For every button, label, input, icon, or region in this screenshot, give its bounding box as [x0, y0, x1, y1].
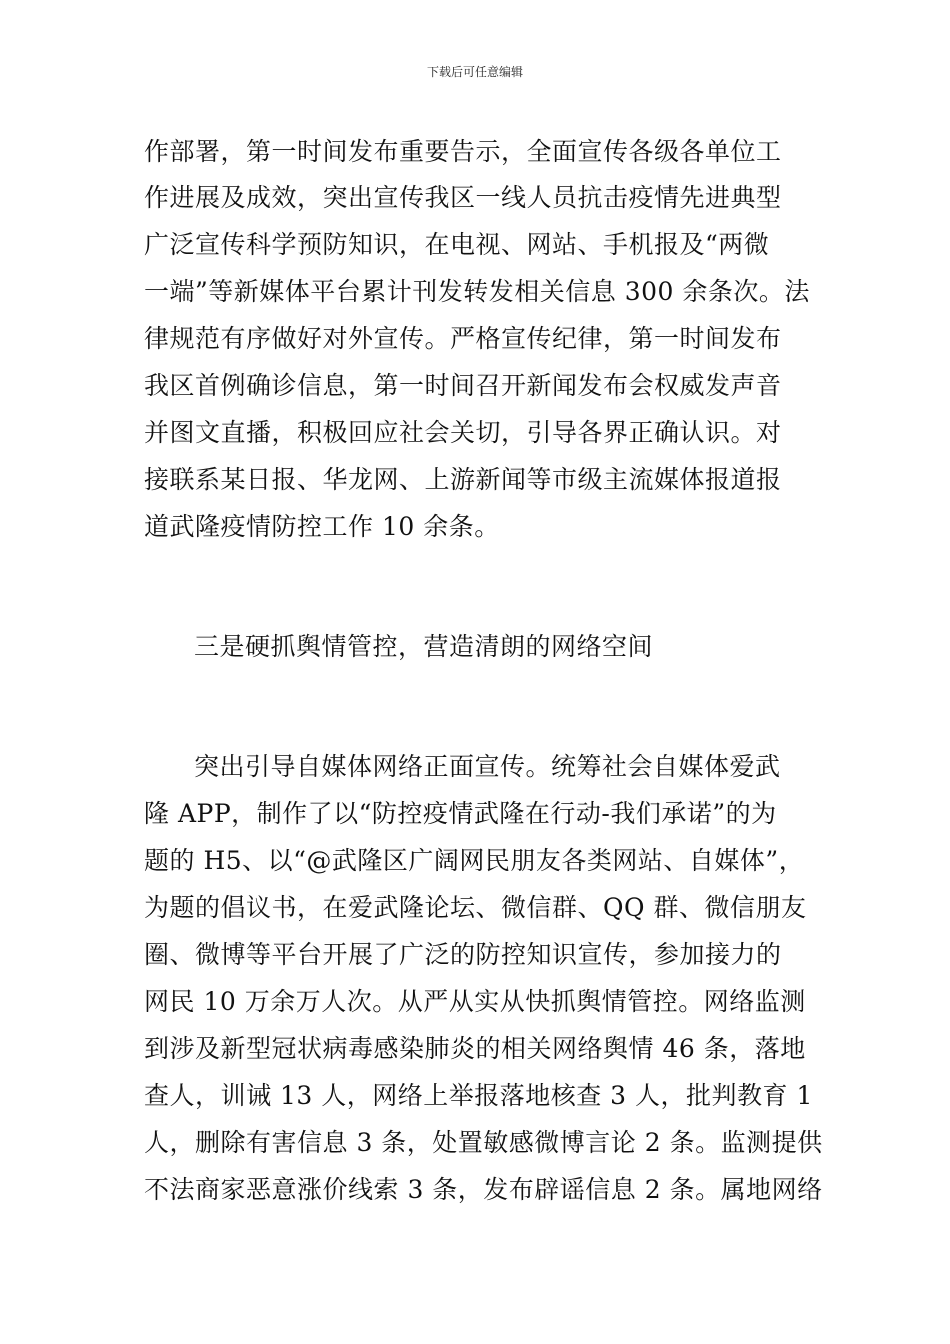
- body-text-line: 题的 H5、以“@武隆区广阔网民朋友各类网站、自媒体”，: [144, 846, 805, 875]
- body-text-line: 不法商家恶意涨价线索 3 条，发布辟谣信息 2 条。属地网络: [144, 1175, 823, 1204]
- body-text-line: 查人，训诫 13 人，网络上举报落地核查 3 人，批判教育 1: [144, 1081, 813, 1110]
- body-text-line: 并图文直播，积极回应社会关切，引导各界正确认识。对: [144, 418, 782, 447]
- body-text-line: 一端”等新媒体平台累计刊发转发相关信息 300 余条次。法: [144, 277, 810, 306]
- body-text-line: 接联系某日报、华龙网、上游新闻等市级主流媒体报道报: [144, 465, 782, 494]
- body-text-line: 作进展及成效，突出宣传我区一线人员抗击疫情先进典型: [144, 183, 782, 212]
- body-text-line: 我区首例确诊信息，第一时间召开新闻发布会权威发声音: [144, 371, 782, 400]
- body-text-line: 到涉及新型冠状病毒感染肺炎的相关网络舆情 46 条，落地: [144, 1034, 806, 1063]
- body-text-line: 为题的倡议书，在爱武隆论坛、微信群、QQ 群、微信朋友: [144, 893, 807, 922]
- page-header-note: 下载后可任意编辑: [426, 65, 523, 79]
- body-text-line: 道武隆疫情防控工作 10 余条。: [144, 512, 500, 541]
- body-text-line: 网民 10 万余万人次。从严从实从快抓舆情管控。网络监测: [144, 987, 806, 1016]
- body-text-line: 广泛宣传科学预防知识，在电视、网站、手机报及“两微: [144, 230, 770, 259]
- body-text-line: 隆 APP，制作了以“防控疫情武隆在行动-我们承诺”的为: [144, 799, 777, 828]
- section-heading: 三是硬抓舆情管控，营造清朗的网络空间: [194, 632, 654, 661]
- body-text-line: 人，删除有害信息 3 条，处置敏感微博言论 2 条。监测提供: [144, 1128, 823, 1157]
- body-text-line: 作部署，第一时间发布重要告示，全面宣传各级各单位工: [144, 137, 782, 166]
- body-text-line: 圈、微博等平台开展了广泛的防控知识宣传，参加接力的: [144, 940, 782, 969]
- body-text-line: 突出引导自媒体网络正面宣传。统筹社会自媒体爱武: [194, 752, 781, 781]
- body-text-line: 律规范有序做好对外宣传。严格宣传纪律，第一时间发布: [144, 324, 782, 353]
